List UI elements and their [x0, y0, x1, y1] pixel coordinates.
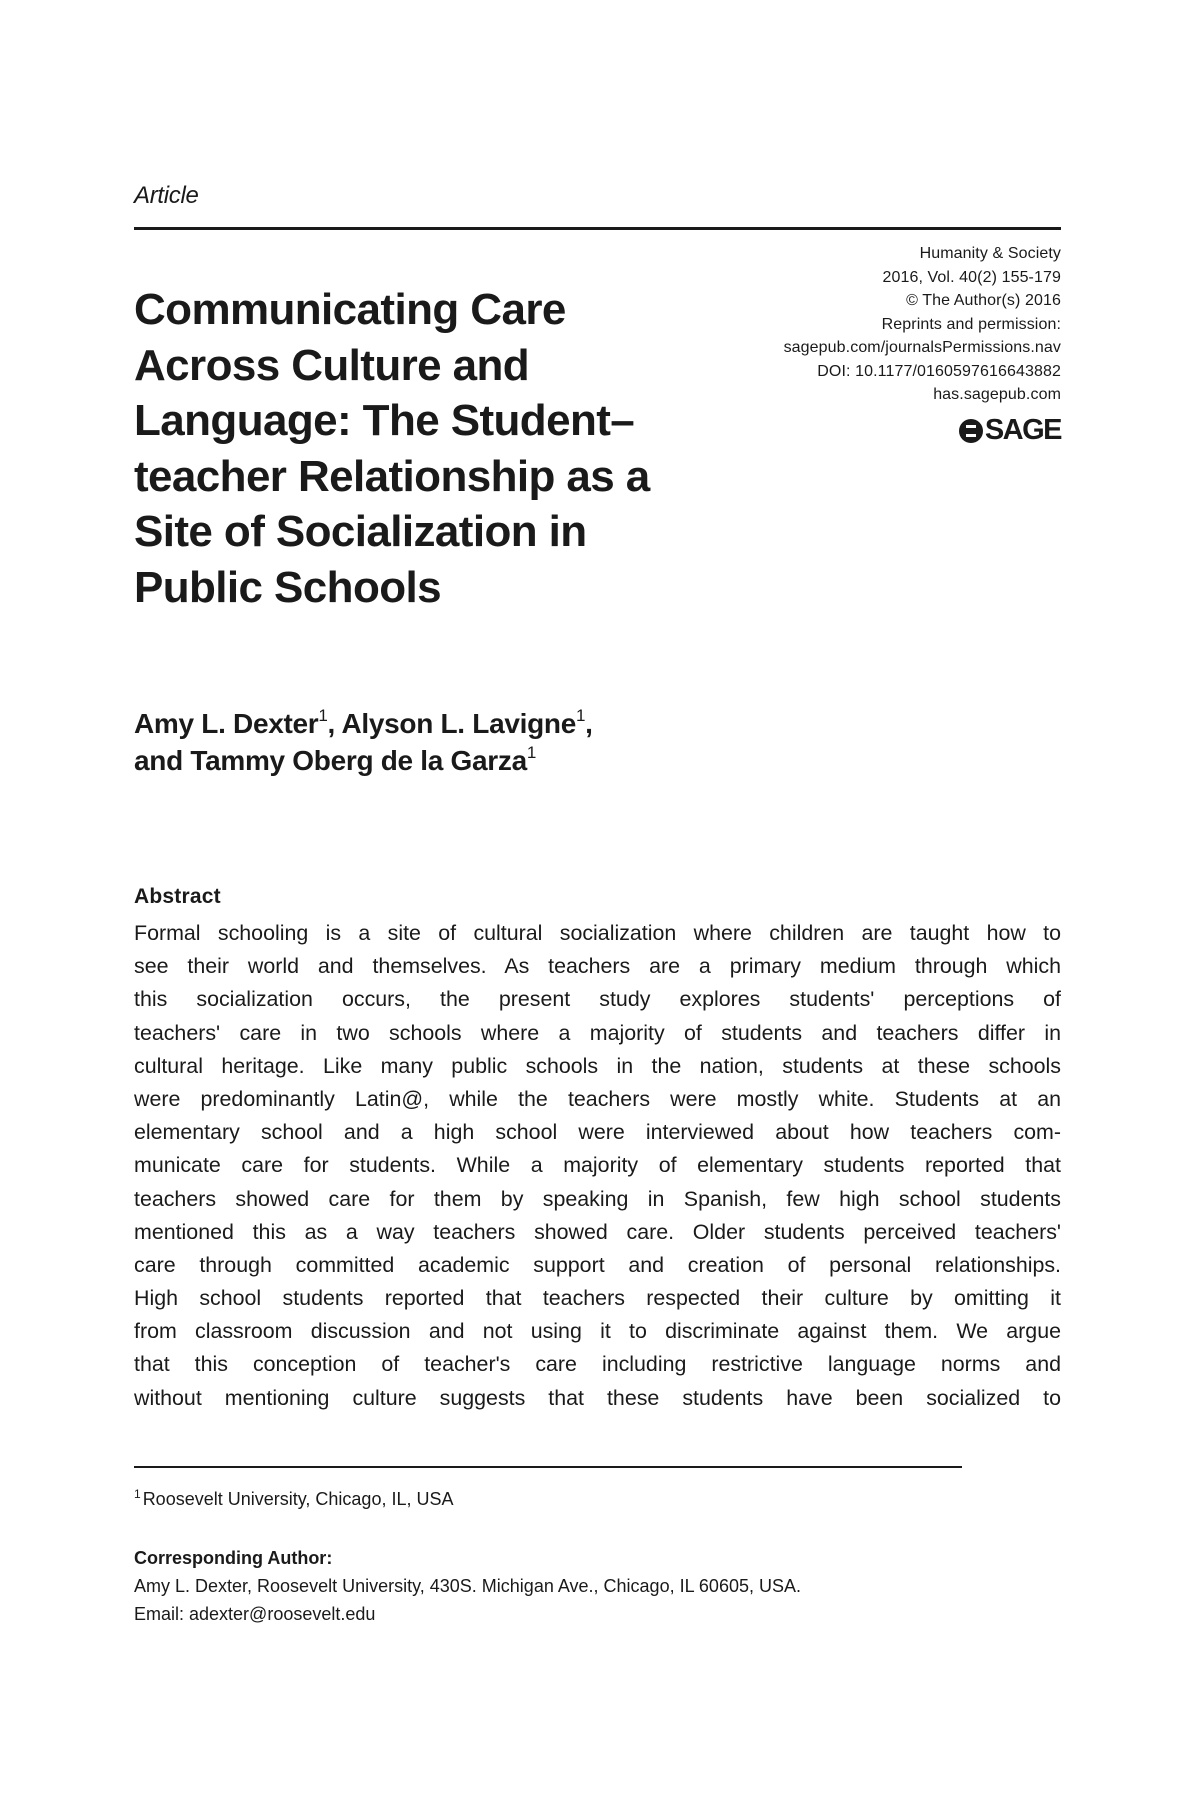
author-separator: ,	[327, 708, 342, 739]
title-line: Public Schools	[134, 562, 441, 612]
sage-logo	[959, 414, 1061, 447]
abstract-line: elementary school and a high school were interviewed about how teachers com-	[134, 1120, 1061, 1145]
abstract-line: municate care for students. While a majority of elementary students reported that	[134, 1153, 1061, 1178]
footnote-marker: 1	[134, 1487, 141, 1501]
author-list	[134, 705, 593, 779]
title-line: Language: The Student–	[134, 396, 635, 445]
affiliation-text: Roosevelt University, Chicago, IL, USA	[142, 1489, 454, 1509]
journal-doi[interactable]: DOI: 10.1177/0160597616643882	[817, 362, 1061, 380]
corresponding-address: Amy L. Dexter, Roosevelt University, 430S. Michigan Ave., Chicago, IL 60605, USA.	[134, 1576, 801, 1596]
article-type-label: Article	[134, 182, 199, 209]
sage-mark-icon	[959, 419, 983, 443]
abstract-line: High school students reported that teachers respected their culture by omitting it	[134, 1286, 1061, 1311]
author-name: Amy L. Dexter	[134, 708, 319, 739]
article-title	[134, 282, 734, 615]
journal-permissions-link[interactable]: sagepub.com/journalsPermissions.nav	[783, 339, 1061, 356]
title-line: Across Culture and	[134, 340, 530, 390]
corresponding-email[interactable]: Email: adexter@roosevelt.edu	[134, 1604, 376, 1624]
footnote-rule	[134, 1466, 962, 1468]
title-line: teacher Relationship as a	[134, 451, 650, 501]
journal-reprints: Reprints and permission:	[881, 315, 1061, 333]
abstract-line: cultural heritage. Like many public schools in the nation, students at these schools	[134, 1053, 1061, 1078]
journal-name: Humanity & Society	[919, 245, 1061, 262]
abstract-body	[134, 917, 1061, 1415]
author-name: and Tammy Oberg de la Garza	[134, 745, 527, 776]
author-name: Alyson L. Lavigne	[341, 708, 576, 739]
abstract-line: from classroom discussion and not using it to discriminate against them. We argue	[134, 1319, 1061, 1344]
abstract-line: see their world and themselves. As teachers are a primary medium through which	[134, 954, 1061, 979]
author-line	[134, 705, 593, 742]
journal-site-link[interactable]: has.sagepub.com	[933, 386, 1061, 403]
author-separator: ,	[585, 708, 593, 739]
affiliation-marker: 1	[318, 706, 328, 725]
sage-logo-text: SAGE	[984, 414, 1061, 446]
abstract-line: mentioned this as a way teachers showed care. Older students perceived teachers'	[134, 1219, 1061, 1244]
abstract-line: teachers showed care for them by speaking in Spanish, few high school students	[134, 1186, 1061, 1211]
affiliation-footnote	[134, 1489, 453, 1510]
affiliation-marker: 1	[575, 706, 586, 725]
abstract-line: that this conception of teacher's care including restrictive language norms and	[134, 1352, 1061, 1377]
title-line: Site of Socialization in	[134, 507, 587, 556]
author-line	[134, 742, 593, 779]
abstract-line: care through committed academic support and creation of personal relationships.	[134, 1252, 1061, 1277]
abstract-line: Formal schooling is a site of cultural socialization where children are taught how to	[134, 921, 1061, 945]
abstract-heading: Abstract	[134, 885, 221, 908]
abstract-line: this socialization occurs, the present study explores students' perceptions of	[134, 987, 1061, 1012]
journal-volume: 2016, Vol. 40(2) 155-179	[882, 268, 1061, 286]
abstract-line: teachers' care in two schools where a majority of students and teachers differ in	[134, 1020, 1061, 1045]
abstract-line: without mentioning culture suggests that these students have been socialized to	[134, 1385, 1061, 1410]
corresponding-heading: Corresponding Author:	[134, 1548, 333, 1568]
abstract-line: were predominantly Latin@, while the teachers were mostly white. Students at an	[134, 1086, 1061, 1111]
corresponding-author	[134, 1544, 801, 1628]
title-line: Communicating Care	[134, 285, 566, 334]
affiliation-marker: 1	[526, 743, 536, 762]
header-rule	[134, 227, 1061, 230]
journal-copyright: © The Author(s) 2016	[906, 292, 1061, 309]
